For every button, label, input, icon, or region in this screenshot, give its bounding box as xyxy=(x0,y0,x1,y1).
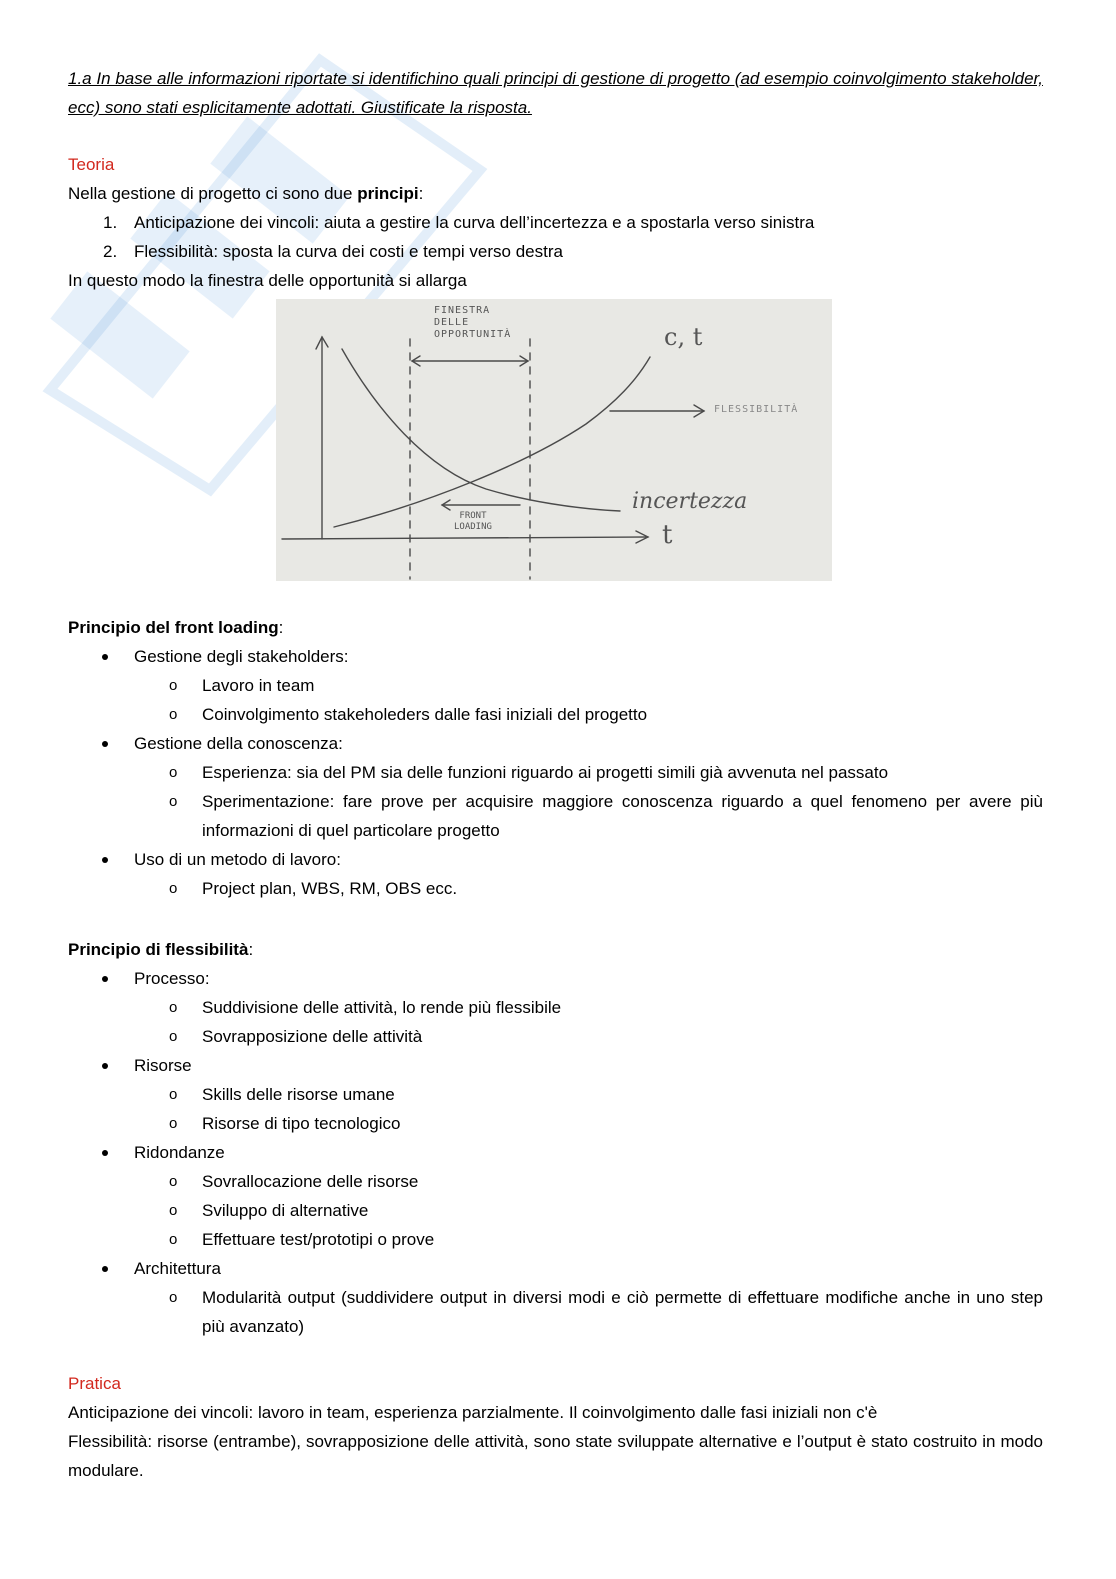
x-axis xyxy=(282,537,648,539)
circle-bullet-icon: o xyxy=(169,1115,178,1132)
uncertainty-curve xyxy=(342,349,620,511)
circle-bullet-icon: o xyxy=(169,999,178,1016)
list-subitem: o Lavoro in team xyxy=(68,671,1043,700)
front-loading-label: FRONT LOADING xyxy=(454,511,492,532)
intro-bold: principi xyxy=(357,184,419,203)
list-subitem: o Skills delle risorse umane xyxy=(68,1080,1043,1109)
list-subitem: o Modularità output (suddividere output in diversi modi e ciò permette di effettuare modifiche anche in uno step più avanzato) xyxy=(68,1283,1043,1341)
opportunity-window-sketch xyxy=(276,299,832,581)
circle-bullet-icon: o xyxy=(169,1173,178,1190)
bullet-icon xyxy=(102,857,108,863)
teoria-list xyxy=(68,208,1043,266)
bullet-icon xyxy=(102,1150,108,1156)
list-item: Gestione della conoscenza: xyxy=(68,729,1043,758)
list-subitem: o Project plan, WBS, RM, OBS ecc. xyxy=(68,874,1043,903)
flessibilita-title: Principio di flessibilità: xyxy=(68,940,254,959)
list-subitem: o Esperienza: sia del PM sia delle funzioni riguardo ai progetti simili già avvenuta nel passato xyxy=(68,758,1043,787)
circle-bullet-icon: o xyxy=(169,1086,178,1103)
circle-bullet-icon: o xyxy=(169,880,178,897)
cost-time-label: c, t xyxy=(664,323,703,351)
teoria-item: 1. Anticipazione dei vincoli: aiuta a gestire la curva dell’incertezza e a spostarla verso sinistra xyxy=(103,213,815,232)
list-subitem: o Sviluppo di alternative xyxy=(68,1196,1043,1225)
list-subitem: o Sperimentazione: fare prove per acquisire maggiore conoscenza riguardo a quel fenomeno per avere più informazioni di quel particolare progetto xyxy=(68,787,1043,845)
bullet-icon xyxy=(102,976,108,982)
uncertainty-label: incertezza xyxy=(632,489,748,514)
bullet-icon xyxy=(102,1266,108,1272)
list-subitem: o Risorse di tipo tecnologico xyxy=(68,1109,1043,1138)
list-item: Gestione degli stakeholders: xyxy=(68,642,1043,671)
document-body xyxy=(68,64,1043,1485)
list-subitem: o Suddivisione delle attività, lo rende più flessibile xyxy=(68,993,1043,1022)
list-item: Ridondanze xyxy=(68,1138,1043,1167)
bullet-icon xyxy=(102,654,108,660)
circle-bullet-icon: o xyxy=(169,764,178,781)
time-axis-label: t xyxy=(662,520,673,550)
list-subitem: o Effettuare test/prototipi o prove xyxy=(68,1225,1043,1254)
list-item: Uso di un metodo di lavoro: xyxy=(68,845,1043,874)
pratica-line-1: Anticipazione dei vincoli: lavoro in team, esperienza parzialmente. Il coinvolgimento dalle fasi iniziali non c'è xyxy=(68,1403,878,1422)
list-subitem: o Sovrapposizione delle attività xyxy=(68,1022,1043,1051)
list-item: Architettura xyxy=(68,1254,1043,1283)
bullet-icon xyxy=(102,741,108,747)
teoria-conclusion: In questo modo la finestra delle opportunità si allarga xyxy=(68,271,467,290)
circle-bullet-icon: o xyxy=(169,677,178,694)
circle-bullet-icon: o xyxy=(169,1028,178,1045)
pratica-heading: Pratica xyxy=(68,1374,121,1393)
question-text: 1.a In base alle informazioni riportate si identifichino quali principi di gestione di progetto (ad esempio coinvolgimento stakeholder, ecc) sono stati esplicitamente adottati. Giustificate la risposta. xyxy=(68,69,1043,117)
front-loading-list xyxy=(68,642,1043,903)
teoria-heading: Teoria xyxy=(68,155,115,174)
bullet-icon xyxy=(102,1063,108,1069)
teoria-item: 2. Flessibilità: sposta la curva dei costi e tempi verso destra xyxy=(103,242,563,261)
flessibilita-list xyxy=(68,964,1043,1341)
list-subitem: o Sovrallocazione delle risorse xyxy=(68,1167,1043,1196)
circle-bullet-icon: o xyxy=(169,793,178,810)
circle-bullet-icon: o xyxy=(169,1289,178,1306)
list-item: Risorse xyxy=(68,1051,1043,1080)
list-subitem: o Coinvolgimento stakeholeders dalle fasi iniziali del progetto xyxy=(68,700,1043,729)
pratica-line-2: Flessibilità: risorse (entrambe), sovrapposizione delle attività, sono state sviluppate alternative e l’output è stato costruito in modo modulare. xyxy=(68,1432,1043,1480)
flexibility-label: FLESSIBILITÀ xyxy=(714,404,799,415)
cost-time-curve xyxy=(334,357,650,527)
circle-bullet-icon: o xyxy=(169,1202,178,1219)
circle-bullet-icon: o xyxy=(169,1231,178,1248)
front-loading-title: Principio del front loading: xyxy=(68,618,284,637)
circle-bullet-icon: o xyxy=(169,706,178,723)
sketch-drawing xyxy=(276,299,832,581)
teoria-intro: Nella gestione di progetto ci sono due principi: xyxy=(68,184,424,203)
list-item: Processo: xyxy=(68,964,1043,993)
window-label: FINESTRA DELLE OPPORTUNITÀ xyxy=(434,305,512,340)
